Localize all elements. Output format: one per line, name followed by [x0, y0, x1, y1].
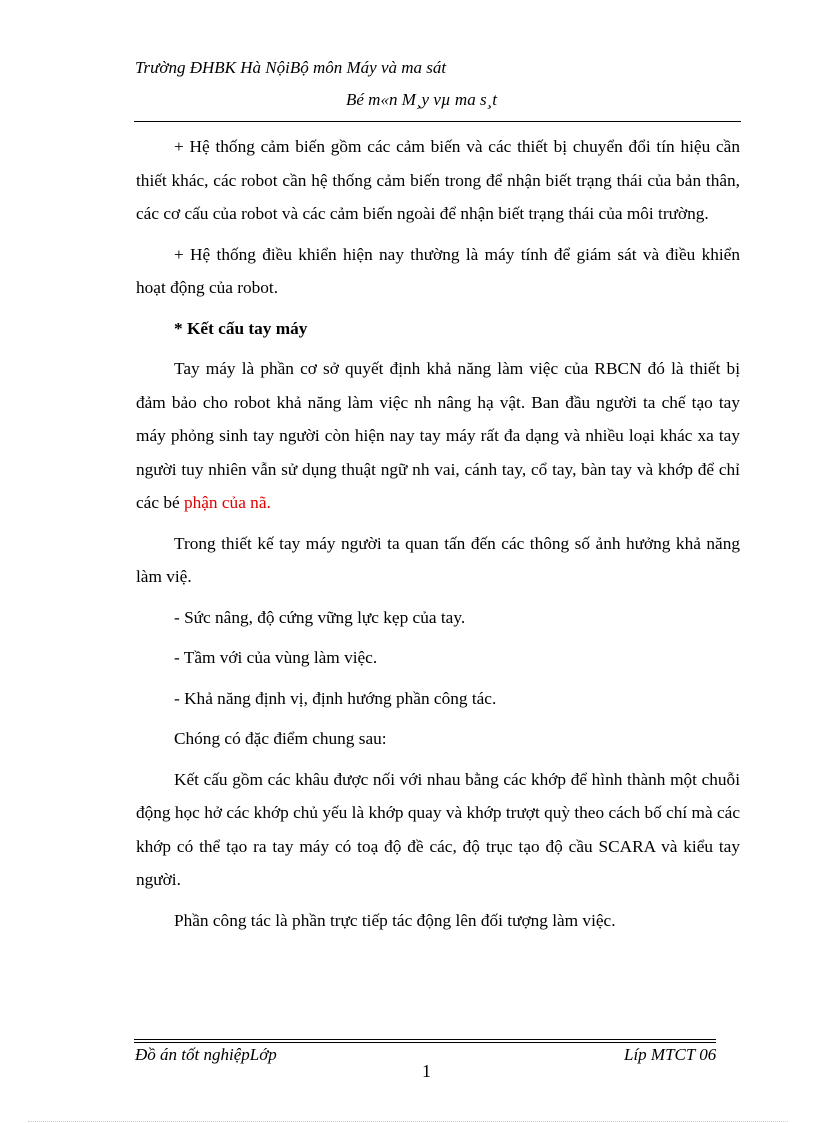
- paragraph-end-effector: Phần công tác là phần trực tiếp tác động lên đối tượng làm việc.: [174, 910, 616, 930]
- list-item-lifting: - Sức nâng, độ cứng vững lực kẹp của tay.: [174, 607, 466, 627]
- paragraph-common-features: Chóng có đặc điểm chung sau:: [174, 729, 387, 748]
- highlighted-text: phận của nã.: [183, 493, 271, 512]
- header-institution: Trường ĐHBK Hà NộiBộ môn Máy và ma sát: [135, 58, 447, 77]
- paragraph-sensor-system: + Hệ thống cảm biến gồm các cảm biến và các thiết bị chuyển đổi tín hiệu cần thiết khác, các robot cần hệ thống cảm biến trong để nhận biết trạng thái của bản thân, các cơ cấu của robot và các cảm biến ngoài để nhận biết trạng thái của môi trường.: [136, 137, 740, 223]
- list-item-reach: - Tầm với của vùng làm việc.: [174, 648, 378, 667]
- footer-left-text: Đồ án tốt nghiệpLớp: [135, 1045, 277, 1064]
- footer-divider-top: [134, 1039, 716, 1040]
- paragraph-design-parameters: Trong thiết kế tay máy người ta quan tấn đến các thông số ảnh hưởng khả năng làm việ.: [136, 533, 740, 586]
- page-bottom-border: [28, 1121, 788, 1122]
- header-divider: [134, 121, 741, 122]
- page-number: 1: [422, 1061, 431, 1081]
- footer-right-text: Líp MTCT 06: [624, 1045, 717, 1064]
- document-body: [136, 130, 740, 944]
- header-department: Bé m«n M¸y vµ ma s¸t: [346, 90, 497, 109]
- paragraph-manipulator: [136, 352, 740, 520]
- paragraph-control-system: + Hệ thống điều khiển hiện nay thường là máy tính để giám sát và điều khiển hoạt động của robot.: [136, 244, 740, 297]
- section-heading: * Kết cấu tay máy: [174, 318, 308, 338]
- paragraph-structure: Kết cấu gồm các khâu được nối với nhau bằng các khớp để hình thành một chuỗi động học hở các khớp chủ yếu là khớp quay và khớp trượt quỳ theo cách bố chí mà các khớp có thể tạo ra tay máy có toạ độ đề các, độ trục tạo độ cầu SCARA và kiểu tay người.: [136, 769, 740, 889]
- footer-divider-bottom: [134, 1042, 716, 1043]
- paragraph-manipulator-text: Tay máy là phần cơ sở quyết định khả năng làm việc của RBCN đó là thiết bị đảm bảo cho robot khả năng làm việc nh nâng hạ vật. Ban đầu người ta chế tạo tay máy phỏng sinh tay người còn hiện nay tay máy rất đa dạng và nhiều loại khác xa tay người tuy nhiên vẫn sử dụng thuật ngữ nh vai, cánh tay, cổ tay, bàn tay và khớp để chỉ các bé: [136, 359, 740, 512]
- list-item-positioning: - Khả năng định vị, định hướng phần công tác.: [174, 688, 497, 708]
